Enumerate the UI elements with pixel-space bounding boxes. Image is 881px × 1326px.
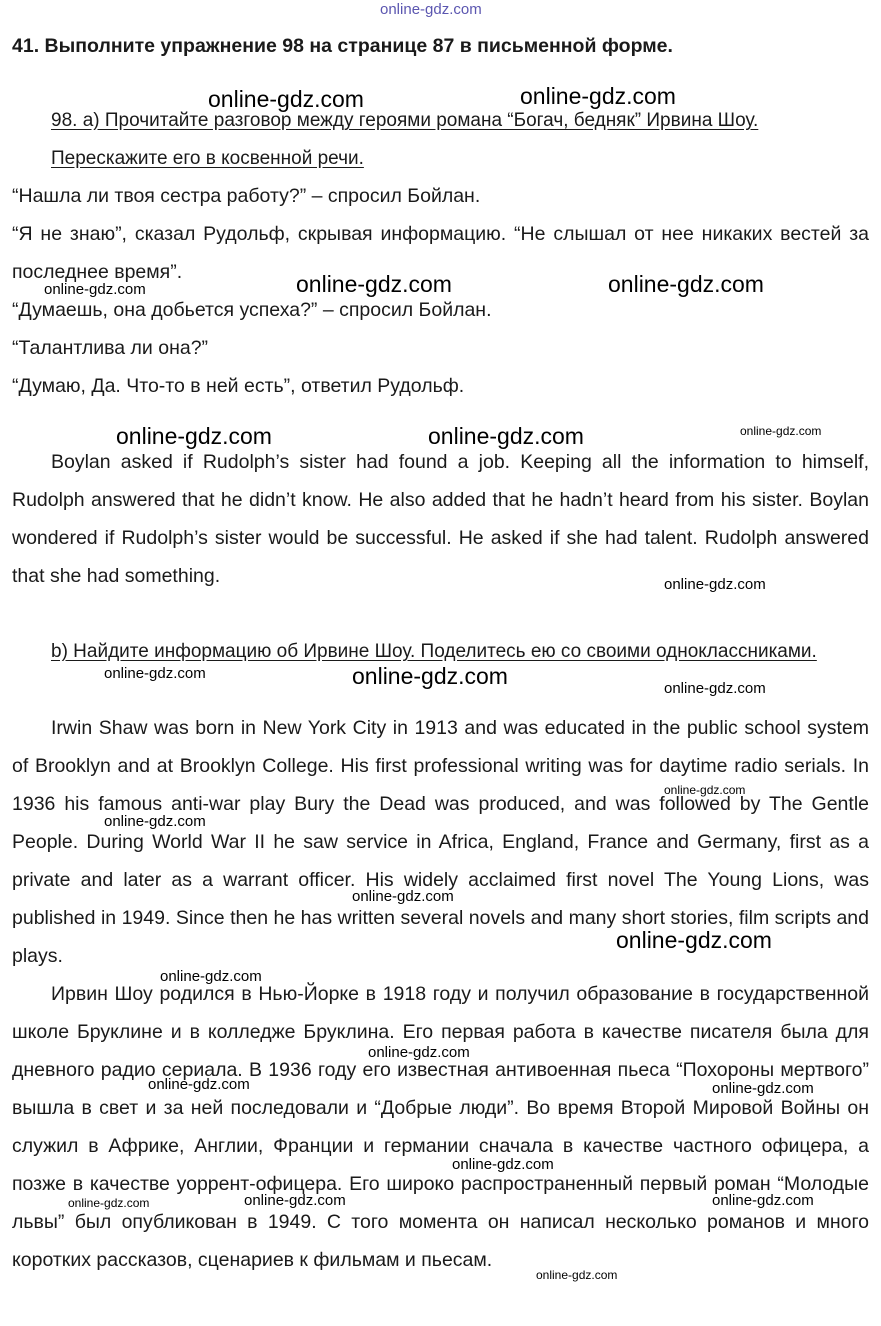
- dialogue-line-3: “Думаешь, она добьется успеха?” – спросил Бойлан.: [12, 299, 492, 321]
- task-a-line2: Перескажите его в косвенной речи.: [51, 148, 364, 169]
- watermark: online-gdz.com: [104, 665, 206, 682]
- header-watermark: online-gdz.com: [380, 1, 482, 18]
- watermark: online-gdz.com: [740, 424, 822, 438]
- watermark: online-gdz.com: [244, 1192, 346, 1209]
- dialogue-line-4: “Талантлива ли она?”: [12, 337, 209, 359]
- watermark: online-gdz.com: [536, 1268, 618, 1282]
- watermark: online-gdz.com: [520, 83, 676, 109]
- answer-b-russian: Ирвин Шоу родился в Нью-Йорке в 1918 году и получил образование в государственной школе Бруклине и в колледже Бруклина. Его первая работа в качестве писателя была для дневного радио сериала. В 1936 году его известная антивоенная пьеса “Похороны мертвого” вышла в свет и за ней последовали и “Добрые люди”. Во время Второй Мировой Войны он служил в Африке, Англии, Франции и германии сначала в качестве частного офицера, а позже в качестве уоррент-офицера. Его широко распространенный первый роман “Молодые львы” был опубликован в 1949. С того момента он написал несколько романов и много коротких рассказов, сценариев к фильмам и пьесам.: [12, 983, 869, 1271]
- exercise-heading: 41. Выполните упражнение 98 на странице 87 в письменной форме.: [12, 35, 673, 57]
- watermark: online-gdz.com: [452, 1156, 554, 1173]
- watermark: online-gdz.com: [44, 281, 146, 298]
- dialogue-line-5: “Думаю, Да. Что-то в ней есть”, ответил Рудольф.: [12, 375, 465, 397]
- answer-a-paragraph: Boylan asked if Rudolph’s sister had found a job. Keeping all the information to himself, Rudolph answered that he didn’t know. He also added that he hadn’t heard from his sister. Boylan wondered if Rudolph’s sister would be successful. He asked if she had talent. Rudolph answered that she had something.: [12, 451, 869, 587]
- watermark: online-gdz.com: [368, 1044, 470, 1061]
- task-b: b) Найдите информацию об Ирвине Шоу. Поделитесь ею со своими одноклассниками.: [51, 641, 817, 662]
- dialogue-line-2: “Я не знаю”, сказал Рудольф, скрывая информацию. “Не слышал от нее никаких вестей за последнее время”.: [12, 223, 869, 283]
- watermark: online-gdz.com: [712, 1192, 814, 1209]
- dialogue-line-1: “Нашла ли твоя сестра работу?” – спросил Бойлан.: [12, 185, 481, 207]
- watermark: online-gdz.com: [352, 888, 454, 905]
- watermark: online-gdz.com: [352, 663, 508, 689]
- watermark: online-gdz.com: [296, 271, 452, 297]
- watermark: online-gdz.com: [104, 813, 206, 830]
- watermark: online-gdz.com: [616, 927, 772, 953]
- watermark: online-gdz.com: [712, 1080, 814, 1097]
- watermark: online-gdz.com: [68, 1196, 150, 1210]
- watermark: online-gdz.com: [664, 680, 766, 697]
- task-a-line1: 98. a) Прочитайте разговор между героями романа “Богач, бедняк” Ирвина Шоу.: [51, 110, 759, 131]
- watermark: online-gdz.com: [160, 968, 262, 985]
- watermark: online-gdz.com: [148, 1076, 250, 1093]
- watermark: online-gdz.com: [664, 783, 746, 797]
- watermark: online-gdz.com: [208, 86, 364, 112]
- watermark: online-gdz.com: [116, 423, 272, 449]
- watermark: online-gdz.com: [608, 271, 764, 297]
- watermark: online-gdz.com: [664, 576, 766, 593]
- answer-b-english: Irwin Shaw was born in New York City in 1913 and was educated in the public school system of Brooklyn and at Brooklyn College. His first professional writing was for daytime radio serials. In 1936 his famous anti-war play Bury the Dead was produced, and was followed by The Gentle People. During World War II he saw service in Africa, England, France and Germany, first as a private and later as a warrant officer. His widely acclaimed first novel The Young Lions, was published in 1949. Since then he has written several novels and many short stories, film scripts and plays.: [12, 717, 869, 967]
- watermark: online-gdz.com: [428, 423, 584, 449]
